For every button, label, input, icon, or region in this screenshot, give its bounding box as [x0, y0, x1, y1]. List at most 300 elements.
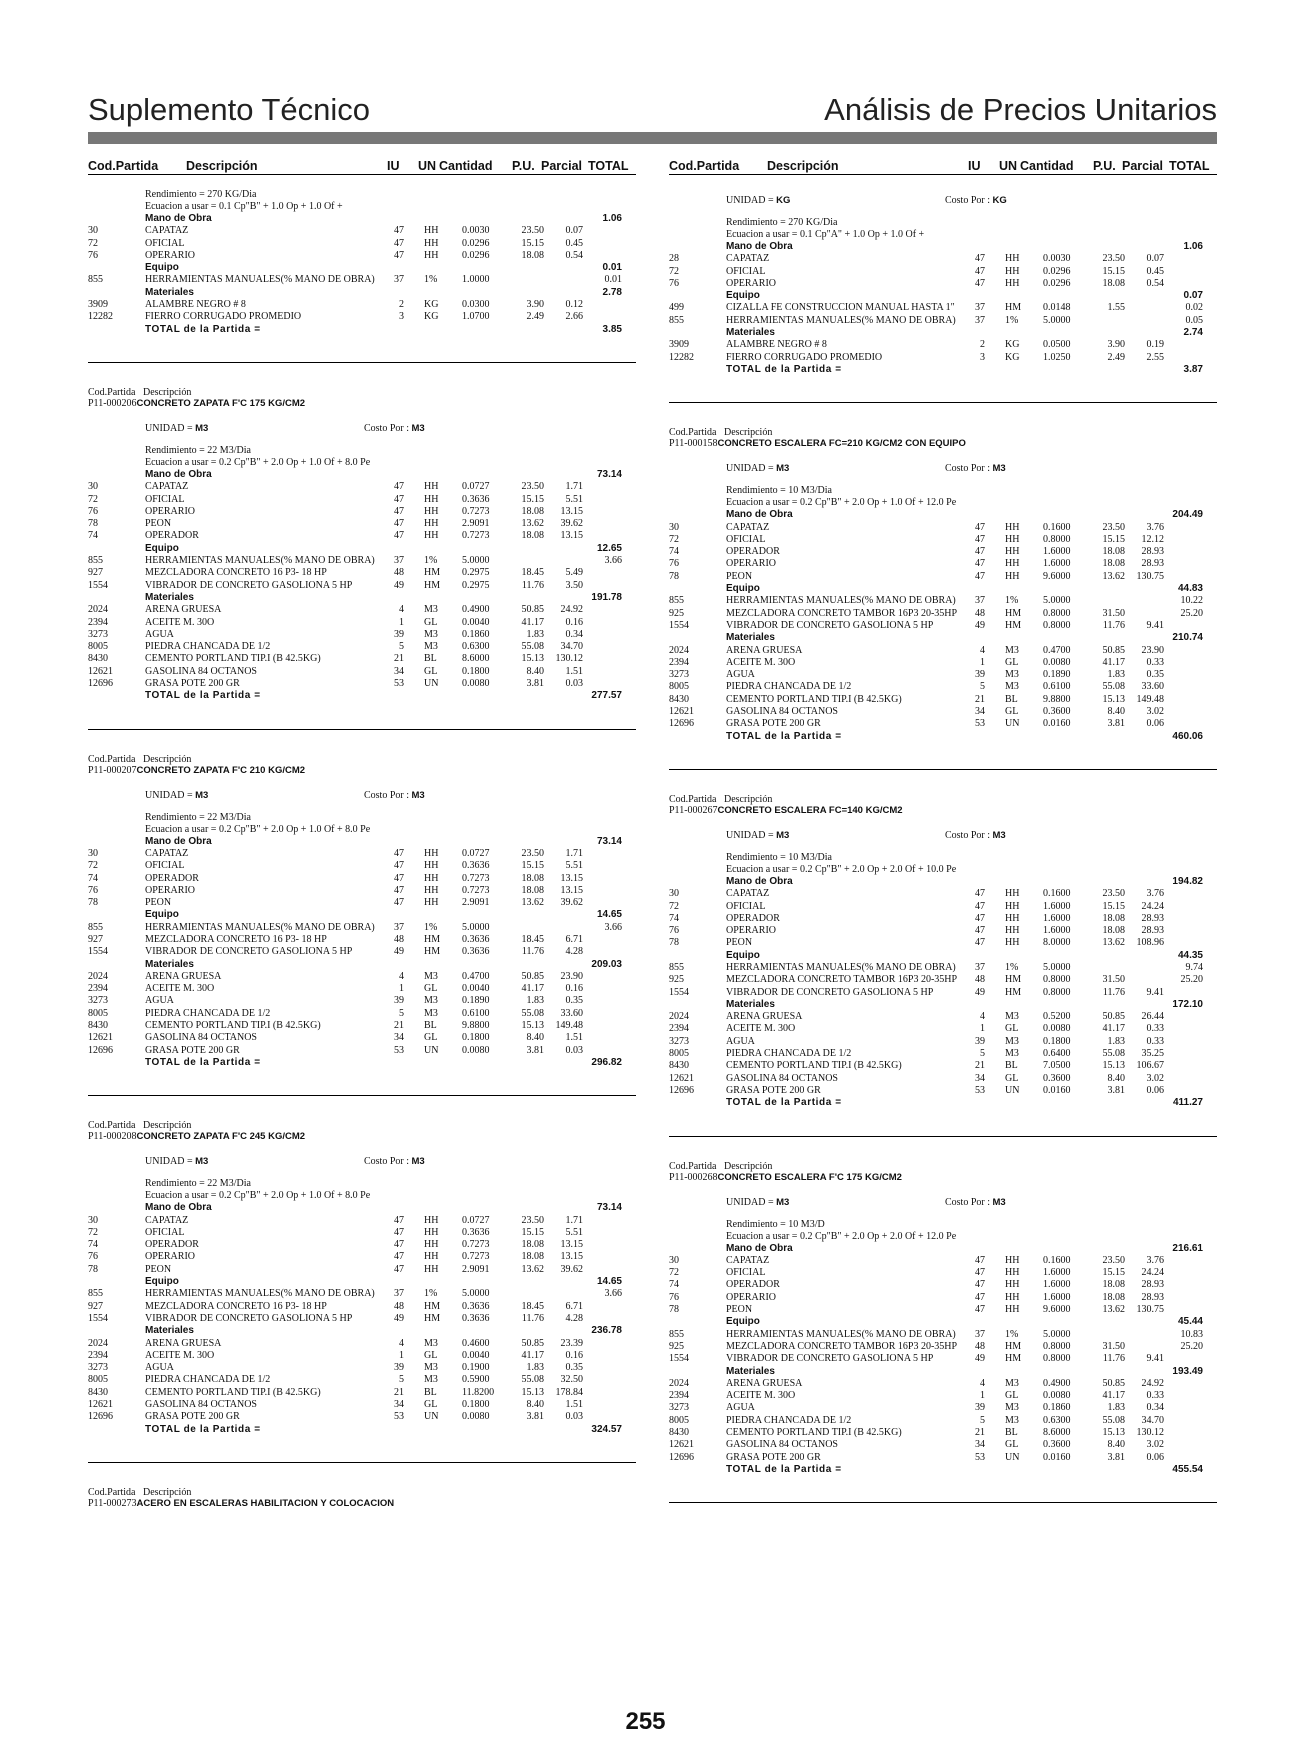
item-code: 30 [88, 1214, 98, 1226]
item-unit: HH [1005, 888, 1020, 900]
item-description: PEON [726, 937, 753, 949]
partida-code-title [88, 1131, 636, 1142]
item-description: CAPATAZ [726, 1254, 770, 1266]
item-quantity: 0.3600 [1043, 1072, 1071, 1084]
item-unit-price: 50.85 [1102, 1377, 1125, 1389]
rendimiento-info [726, 217, 1217, 241]
item-partial: 3.50 [565, 579, 583, 591]
item-quantity: 1.0000 [462, 274, 490, 286]
table-row [88, 860, 636, 872]
item-quantity: 1.6000 [1043, 925, 1071, 937]
item-description: GASOLINA 84 OCTANOS [726, 1072, 838, 1084]
item-partial: 12.12 [1141, 533, 1164, 545]
item-description: CAPATAZ [726, 888, 770, 900]
table-row [669, 315, 1217, 327]
table-row [669, 657, 1217, 669]
item-code: 2024 [669, 1377, 689, 1389]
section-row [88, 469, 636, 481]
unidad-line [669, 463, 1217, 477]
rendimiento-info [145, 189, 636, 213]
item-iu: 37 [975, 1328, 985, 1340]
table-row [88, 1045, 636, 1057]
item-iu: 47 [394, 872, 404, 884]
item-unit-price: 13.62 [1102, 937, 1125, 949]
item-unit-price: 31.50 [1102, 974, 1125, 986]
table-row [88, 653, 636, 665]
item-iu: 4 [399, 1337, 404, 1349]
item-iu: 37 [394, 555, 404, 567]
item-code: 2024 [669, 644, 689, 656]
unidad-value: M3 [195, 789, 209, 801]
item-description: CAPATAZ [145, 481, 189, 493]
item-unit-price: 18.08 [521, 1239, 544, 1251]
item-code: 2394 [669, 1390, 689, 1402]
item-unit: M3 [424, 1337, 438, 1349]
item-unit: HH [1005, 1254, 1020, 1266]
item-description: AGUA [726, 669, 755, 681]
item-description: CIZALLA FE CONSTRUCCION MANUAL HASTA 1" [726, 302, 955, 314]
costo-field [364, 1156, 425, 1167]
item-partial: 3.02 [1146, 1439, 1164, 1451]
item-description: PIEDRA CHANCADA DE 1/2 [145, 1374, 271, 1386]
item-quantity: 0.4900 [1043, 1377, 1071, 1389]
item-iu: 48 [975, 607, 985, 619]
item-iu: 47 [394, 884, 404, 896]
item-unit: GL [424, 665, 438, 677]
item-iu: 4 [980, 644, 985, 656]
item-unit: BL [424, 1386, 437, 1398]
unidad-line [88, 790, 636, 804]
item-code: 74 [669, 1279, 679, 1291]
item-code: 2394 [669, 656, 689, 668]
partida-code: P11-000206 [88, 397, 137, 409]
item-partial: 13.15 [560, 884, 583, 896]
item-iu: 5 [399, 1007, 404, 1019]
item-unit: BL [1005, 1427, 1018, 1438]
item-unit-price: 8.40 [526, 1032, 544, 1044]
cod-partida-label: Cod.Partida [88, 1486, 136, 1498]
item-quantity: 0.0080 [1043, 1390, 1071, 1402]
table-row [88, 481, 636, 493]
item-description: OFICIAL [726, 533, 766, 545]
item-partial: 0.33 [1146, 1023, 1164, 1035]
table-row [669, 1329, 1217, 1341]
table-row [88, 225, 636, 237]
item-unit-price: 41.17 [521, 616, 544, 628]
item-code: 8005 [669, 1048, 689, 1060]
table-row [88, 848, 636, 860]
item-unit-price: 3.90 [1107, 339, 1125, 351]
item-code: 72 [669, 533, 679, 545]
item-unit-price: 3.81 [1107, 1451, 1125, 1463]
item-unit-price: 55.08 [1102, 681, 1125, 693]
item-quantity: 0.0080 [462, 1411, 490, 1423]
item-unit-price: 15.13 [521, 1386, 544, 1398]
item-iu: 39 [975, 669, 985, 681]
descripcion-label: Descripción [724, 427, 773, 439]
costo-value: M3 [992, 463, 1006, 475]
item-unit-price: 55.08 [1102, 1048, 1125, 1060]
item-unit-price: 23.50 [1102, 253, 1125, 265]
col-header-un: UN [418, 159, 437, 173]
item-quantity: 9.6000 [1043, 1304, 1071, 1316]
item-description: GRASA POTE 200 GR [726, 1084, 821, 1096]
item-partial: 0.45 [565, 237, 583, 249]
partida-heading [669, 427, 1217, 449]
item-code: 72 [88, 237, 98, 249]
item-unit-price: 1.83 [1107, 669, 1125, 681]
item-description: OPERADOR [145, 1239, 199, 1251]
item-total: 25.20 [1180, 974, 1203, 986]
item-unit: HM [424, 1312, 441, 1324]
item-quantity: 0.8000 [1043, 1353, 1071, 1365]
section-total: 204.49 [1172, 509, 1203, 521]
item-iu: 48 [975, 974, 985, 986]
table-row [88, 494, 636, 506]
item-unit: HH [1005, 1267, 1020, 1279]
item-code: 2024 [88, 1337, 108, 1349]
item-iu: 34 [975, 1439, 985, 1451]
item-code: 74 [88, 530, 98, 542]
item-code: 2024 [88, 970, 108, 982]
partida-total-value: 3.85 [602, 323, 622, 335]
table-row [669, 1023, 1217, 1035]
item-iu: 53 [975, 718, 985, 730]
unidad-label: UNIDAD = [726, 463, 774, 475]
partida-total-label: TOTAL de la Partida = [145, 690, 261, 702]
item-code: 8430 [88, 653, 108, 665]
item-unit: M3 [1005, 1011, 1019, 1023]
item-quantity: 5.0000 [1043, 595, 1071, 607]
item-code: 76 [88, 1251, 98, 1263]
item-unit: M3 [424, 970, 438, 982]
item-partial: 13.15 [560, 530, 583, 542]
item-description: GRASA POTE 200 GR [726, 1451, 821, 1463]
item-quantity: 0.0296 [462, 249, 490, 261]
item-code: 78 [669, 570, 679, 582]
item-code: 855 [669, 314, 684, 326]
table-row [88, 666, 636, 678]
item-unit-price: 13.62 [521, 518, 544, 530]
table-row [669, 1011, 1217, 1023]
item-unit: UN [424, 678, 439, 690]
item-quantity: 0.1600 [1043, 888, 1071, 900]
item-total: 3.66 [604, 921, 622, 933]
section-label: Materiales [145, 286, 194, 298]
item-iu: 48 [394, 1300, 404, 1312]
item-unit: UN [1005, 1451, 1020, 1463]
partida-total-label: TOTAL de la Partida = [145, 323, 261, 335]
item-iu: 47 [975, 912, 985, 924]
section-total: 73.14 [596, 468, 622, 480]
item-quantity: 0.1800 [462, 665, 490, 677]
item-unit-price: 15.15 [1102, 265, 1125, 277]
item-iu: 47 [975, 1304, 985, 1316]
item-quantity: 0.3636 [462, 860, 490, 872]
item-iu: 39 [394, 995, 404, 1007]
item-description: OFICIAL [726, 265, 766, 277]
item-unit-price: 18.08 [521, 1251, 544, 1263]
unidad-field [145, 423, 208, 434]
item-code: 2394 [88, 616, 108, 628]
page-number: 255 [625, 1708, 666, 1735]
table-row [669, 522, 1217, 534]
section-total: 0.07 [1183, 290, 1203, 302]
item-partial: 1.71 [565, 1214, 583, 1226]
item-description: GASOLINA 84 OCTANOS [726, 1439, 838, 1451]
section-total: 12.65 [596, 542, 622, 554]
item-description: GASOLINA 84 OCTANOS [145, 1399, 257, 1410]
item-unit-price: 3.81 [526, 1044, 544, 1056]
item-code: 74 [88, 872, 98, 884]
item-unit-price: 18.08 [521, 530, 544, 542]
item-description: PEON [145, 897, 172, 909]
item-quantity: 0.0080 [462, 1044, 490, 1056]
item-partial: 3.02 [1146, 1072, 1164, 1084]
section-total: 191.78 [591, 591, 622, 603]
unidad-value: M3 [195, 422, 209, 434]
item-quantity: 0.0040 [462, 616, 490, 628]
item-code: 855 [88, 274, 103, 286]
unidad-label: UNIDAD = [726, 1196, 774, 1208]
item-quantity: 0.3636 [462, 1226, 490, 1238]
item-quantity: 5.0000 [462, 921, 490, 933]
item-iu: 47 [975, 1267, 985, 1279]
unidad-label: UNIDAD = [145, 1156, 193, 1168]
partida-separator [88, 729, 636, 730]
item-unit: BL [424, 653, 437, 665]
item-partial: 1.71 [565, 481, 583, 493]
item-iu: 47 [394, 1263, 404, 1275]
item-quantity: 1.0700 [462, 311, 490, 323]
item-unit-price: 18.45 [521, 933, 544, 945]
item-unit-price: 2.49 [1107, 351, 1125, 363]
item-code: 855 [88, 921, 103, 933]
item-unit: GL [424, 1399, 438, 1410]
section-label: Mano de Obra [726, 241, 793, 252]
item-unit: GL [424, 616, 438, 628]
item-partial: 0.34 [565, 628, 583, 640]
unidad-field [726, 195, 790, 206]
section-label: Equipo [145, 262, 179, 274]
col-header-parcial: Parcial [541, 159, 583, 173]
item-quantity: 0.0727 [462, 481, 490, 493]
table-row [88, 897, 636, 909]
item-iu: 34 [394, 665, 404, 677]
item-quantity: 5.0000 [462, 555, 490, 567]
item-unit: HH [1005, 1291, 1020, 1303]
costo-label: Costo Por : [945, 463, 991, 475]
partida-heading [88, 387, 636, 409]
item-code: 3909 [669, 339, 689, 351]
item-unit: HM [424, 567, 441, 579]
section-total: 1.06 [1183, 241, 1203, 252]
item-unit-price: 41.17 [1102, 1023, 1125, 1035]
costo-label: Costo Por : [945, 829, 991, 841]
section-label: Mano de Obra [726, 1242, 793, 1254]
item-unit-price: 15.15 [1102, 900, 1125, 912]
item-code: 78 [88, 897, 98, 909]
table-row [669, 620, 1217, 632]
table-row [669, 987, 1217, 999]
section-label: Mano de Obra [726, 509, 793, 521]
item-partial: 9.41 [1146, 1353, 1164, 1365]
item-unit-price: 15.13 [521, 653, 544, 665]
item-code: 76 [669, 925, 679, 937]
item-iu: 47 [394, 1251, 404, 1263]
partida-heading [669, 794, 1217, 816]
item-unit: M3 [1005, 1402, 1019, 1414]
item-quantity: 0.1800 [462, 1399, 490, 1410]
item-unit-price: 18.08 [1102, 925, 1125, 937]
item-description: HERRAMIENTAS MANUALES(% MANO DE OBRA) [726, 314, 956, 326]
partida-block [88, 175, 636, 363]
item-partial: 0.07 [1146, 253, 1164, 265]
item-quantity: 1.6000 [1043, 912, 1071, 924]
rendimiento-line: Ecuacion a usar = 0.2 Cp"B" + 2.0 Op + 1.0 Of + 8.0 Pe [145, 456, 371, 468]
item-partial: 34.70 [560, 641, 583, 653]
table-row [669, 1427, 1217, 1439]
rendimiento-line: Ecuacion a usar = 0.2 Cp"B" + 2.0 Op + 1.0 Of + 12.0 Pe [726, 497, 957, 509]
table-row [669, 937, 1217, 949]
costo-field [945, 195, 1007, 206]
item-iu: 47 [975, 570, 985, 582]
item-iu: 34 [975, 706, 985, 718]
costo-label: Costo Por : [945, 1196, 991, 1208]
item-partial: 5.51 [565, 860, 583, 872]
item-partial: 32.50 [560, 1374, 583, 1386]
item-iu: 37 [975, 302, 985, 314]
item-code: 3273 [88, 995, 108, 1007]
table-row [88, 1264, 636, 1276]
table-row [669, 253, 1217, 265]
partida-title: CONCRETO ZAPATA F'C 245 KG/CM2 [136, 1131, 306, 1143]
item-unit-price: 13.62 [521, 1263, 544, 1275]
item-partial: 106.67 [1136, 1060, 1164, 1072]
item-quantity: 0.6100 [1043, 681, 1071, 693]
item-code: 3273 [669, 1402, 689, 1414]
item-partial: 28.93 [1141, 546, 1164, 558]
col-header-desc: Descripción [767, 159, 839, 173]
item-unit: M3 [424, 1007, 438, 1019]
item-code: 1554 [669, 619, 689, 631]
costo-label: Costo Por : [364, 1156, 410, 1168]
table-row [669, 302, 1217, 314]
item-iu: 39 [975, 1402, 985, 1414]
item-unit-price: 11.76 [521, 1312, 544, 1324]
partida-heading [88, 1487, 636, 1509]
col-header-total: TOTAL [588, 159, 629, 173]
item-unit-price: 41.17 [1102, 656, 1125, 668]
section-row [669, 327, 1217, 339]
section-label: Materiales [145, 591, 194, 603]
item-iu: 53 [394, 1044, 404, 1056]
unidad-field [145, 1156, 208, 1167]
item-description: ACEITE M. 30O [145, 616, 215, 628]
item-partial: 149.48 [1136, 693, 1164, 705]
section-label: Mano de Obra [145, 468, 212, 480]
section-label: Equipo [145, 1276, 179, 1288]
item-code: 3273 [88, 1362, 108, 1374]
item-description: CEMENTO PORTLAND TIP.I (B 42.5KG) [145, 653, 321, 665]
section-total: 210.74 [1172, 632, 1203, 644]
table-row [669, 1415, 1217, 1427]
item-code: 855 [88, 1288, 103, 1300]
item-iu: 37 [975, 961, 985, 973]
item-unit-price: 11.76 [1102, 986, 1125, 998]
table-row [88, 1301, 636, 1313]
col-header-pu: P.U. [512, 159, 535, 173]
item-description: MEZCLADORA CONCRETO 16 P3- 18 HP [145, 567, 327, 579]
item-unit: HH [424, 1214, 439, 1226]
item-quantity: 0.2975 [462, 579, 490, 591]
table-row [88, 885, 636, 897]
partida-heading-labels [88, 1120, 636, 1131]
item-quantity: 5.0000 [1043, 1328, 1071, 1340]
item-iu: 1 [399, 1349, 404, 1361]
table-row [88, 518, 636, 530]
descripcion-label: Descripción [143, 386, 192, 398]
item-unit: HH [1005, 937, 1020, 949]
item-unit-price: 15.15 [521, 860, 544, 872]
item-description: ARENA GRUESA [726, 644, 803, 656]
item-unit: HH [1005, 521, 1020, 533]
table-row [88, 922, 636, 934]
item-code: 8430 [669, 1427, 689, 1438]
item-code: 927 [88, 567, 103, 579]
item-code: 1554 [88, 579, 108, 591]
item-description: GASOLINA 84 OCTANOS [726, 706, 838, 718]
item-quantity: 0.3600 [1043, 706, 1071, 718]
item-partial: 5.49 [565, 567, 583, 579]
partida-heading-labels [88, 1487, 636, 1498]
item-iu: 21 [975, 1060, 985, 1072]
item-partial: 4.28 [565, 1312, 583, 1324]
item-unit: KG [1005, 339, 1020, 351]
partida-total-value: 296.82 [591, 1056, 622, 1068]
item-code: 8430 [669, 693, 689, 705]
item-partial: 39.62 [560, 897, 583, 909]
table-row [88, 983, 636, 995]
item-partial: 0.06 [1146, 1084, 1164, 1096]
costo-value: M3 [411, 789, 425, 801]
item-code: 1554 [88, 946, 108, 958]
col-header-cant: Cantidad [439, 159, 493, 173]
rendimiento-info [145, 1178, 636, 1202]
partida-separator [88, 362, 636, 363]
costo-label: Costo Por : [364, 422, 410, 434]
unidad-line [88, 1156, 636, 1170]
unidad-line [669, 195, 1217, 209]
item-unit: M3 [424, 1374, 438, 1386]
item-code: 78 [88, 1263, 98, 1275]
partida-total-value: 455.54 [1172, 1463, 1203, 1475]
item-quantity: 0.8000 [1043, 1340, 1071, 1352]
item-quantity: 1.0250 [1043, 351, 1071, 363]
item-total: 10.83 [1180, 1328, 1203, 1340]
section-row [88, 287, 636, 299]
section-total: 73.14 [596, 1202, 622, 1214]
item-description: PEON [726, 570, 753, 582]
item-unit: HH [424, 518, 439, 530]
table-row [88, 629, 636, 641]
item-iu: 47 [975, 546, 985, 558]
partida-total-label: TOTAL de la Partida = [726, 730, 842, 742]
partida-code: P11-000268 [669, 1171, 718, 1183]
item-code: 12696 [669, 718, 694, 730]
item-description: OPERARIO [726, 1291, 777, 1303]
partida-separator [669, 769, 1217, 770]
